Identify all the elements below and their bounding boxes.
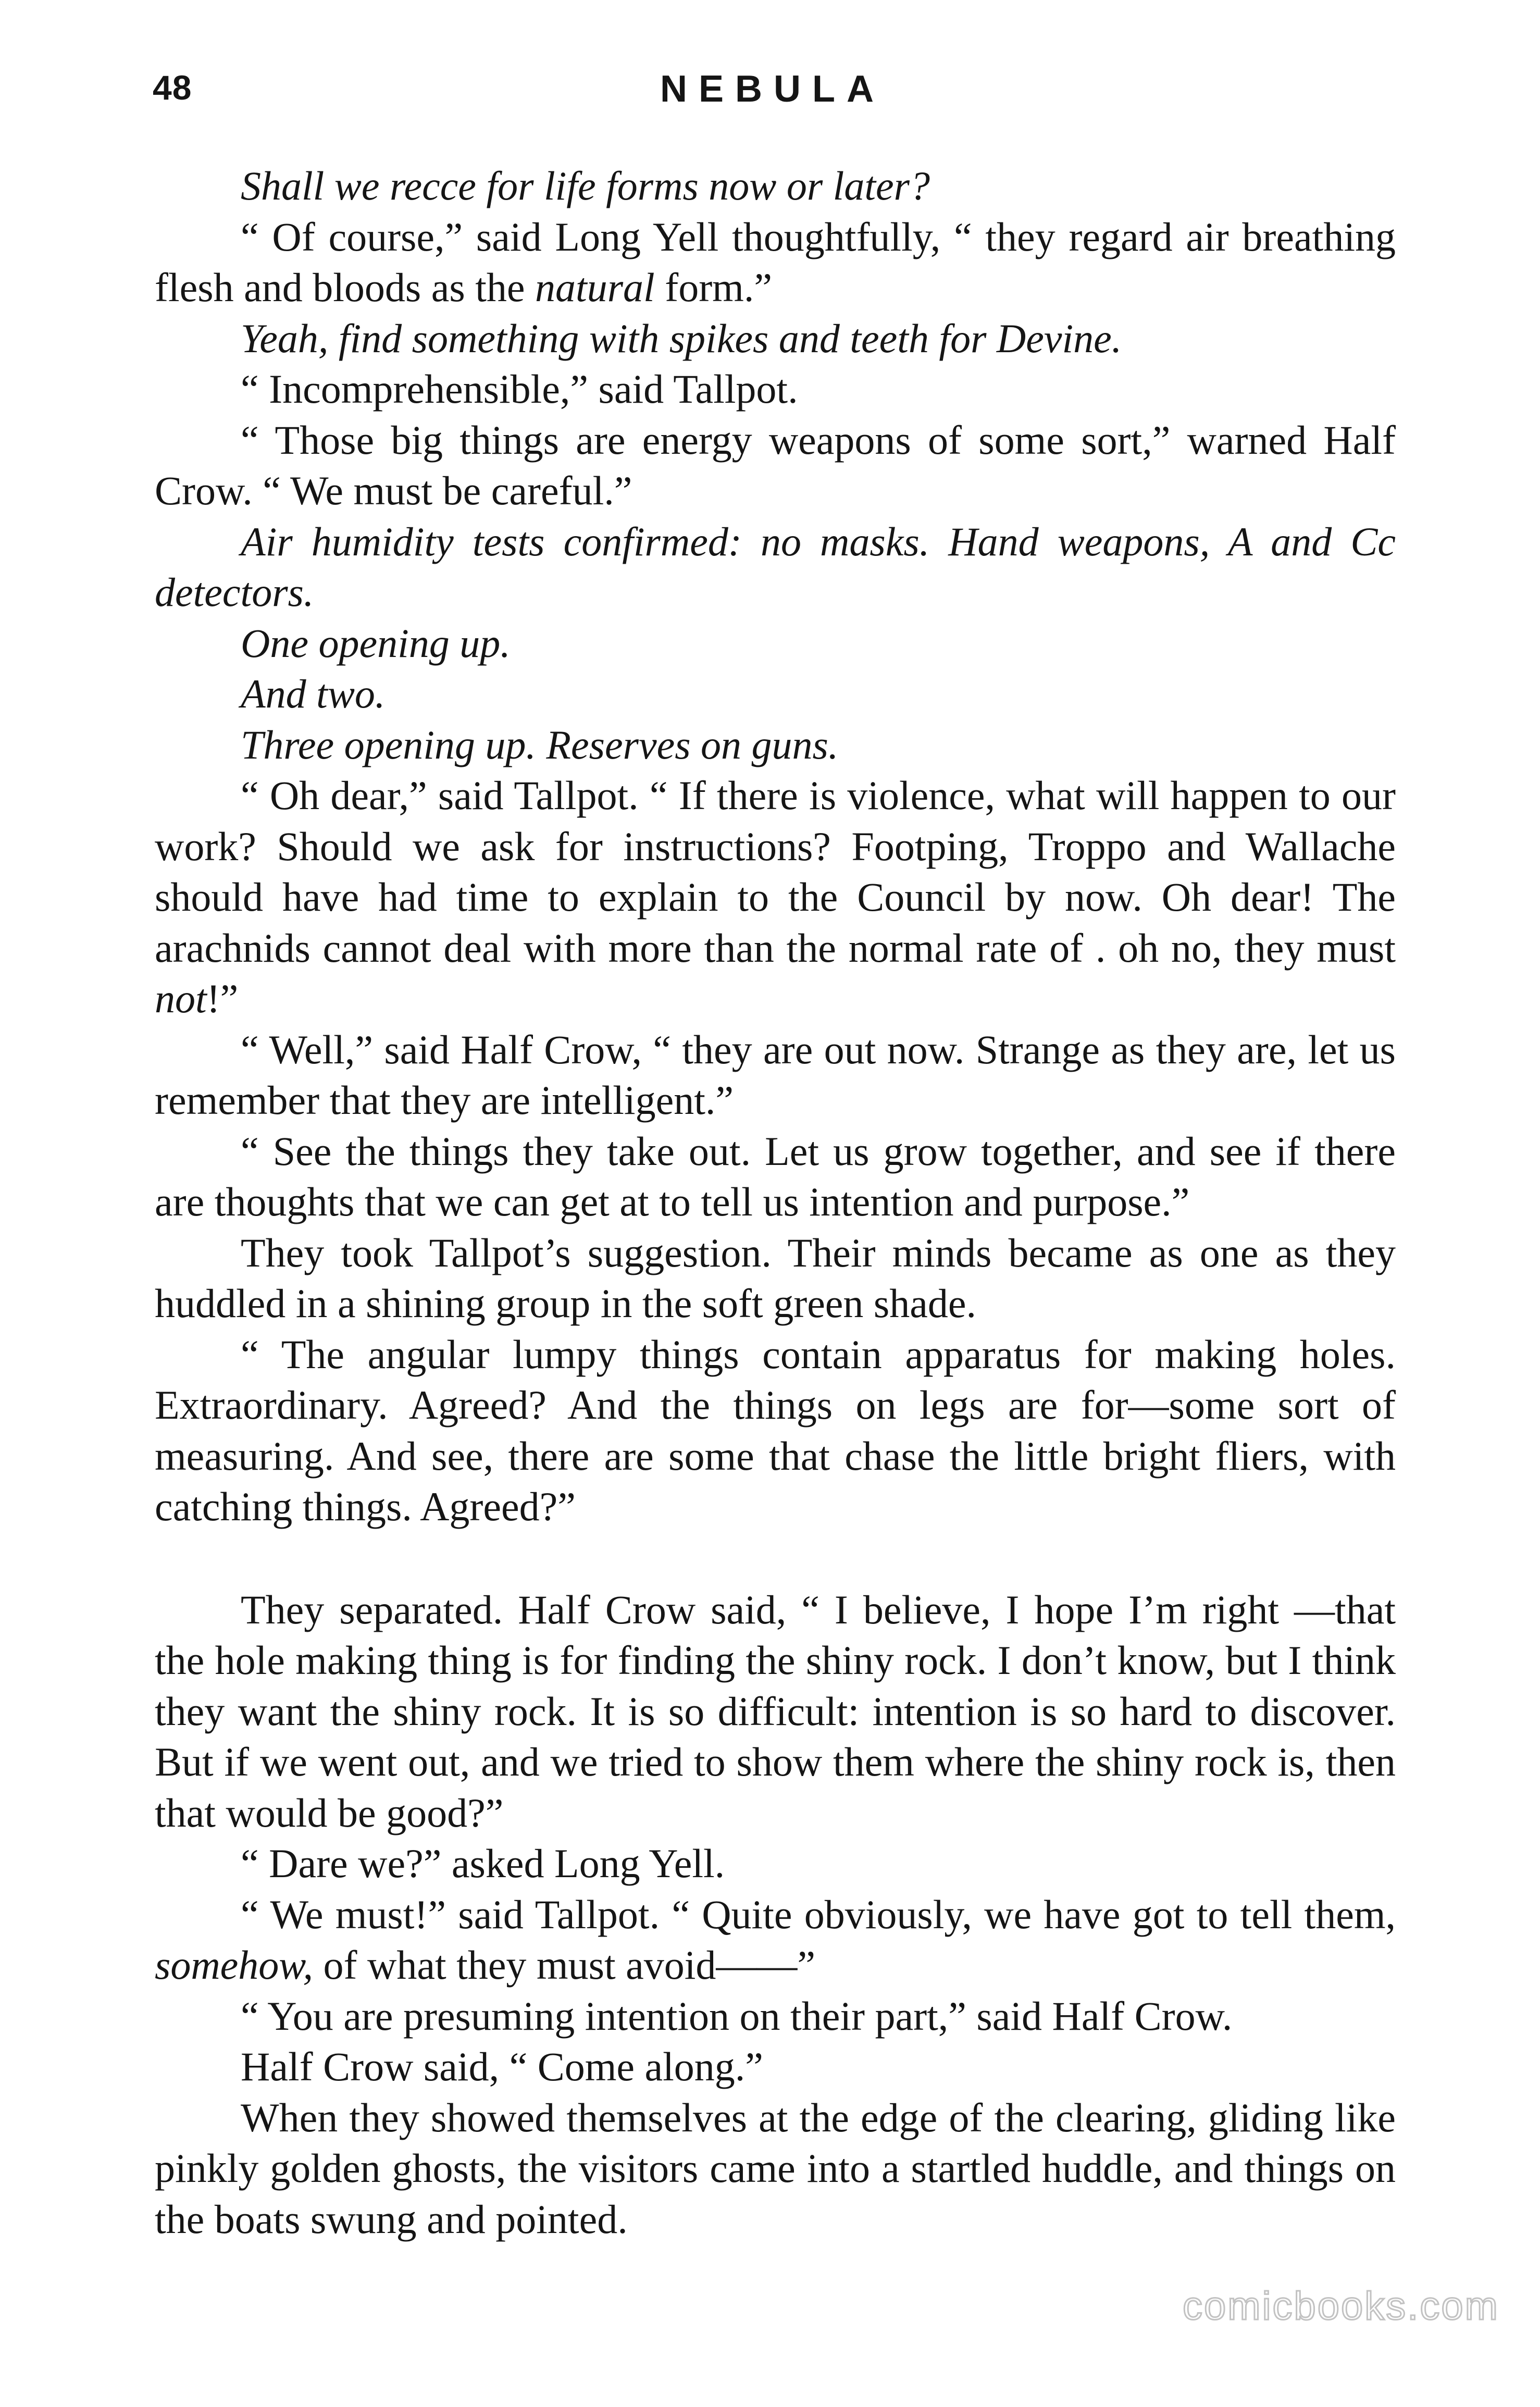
paragraph-text: “ Of course,” said Long Yell thoughtfully, “ they regard air breathing flesh and bloods as the xyxy=(155,214,1396,310)
paragraph-text: “ We must!” said Tallpot. “ Quite obviously, we have got to tell them, xyxy=(241,1891,1396,1937)
paragraph: Half Crow said, “ Come along.” xyxy=(241,2044,763,2089)
paragraph: They took Tallpot’s suggestion. Their minds became as one as they huddled in a shining group in the soft green shade. xyxy=(155,1230,1396,1326)
emphasis: natural xyxy=(535,265,655,310)
paragraph xyxy=(155,212,1396,313)
paragraph: Three opening up. Reserves on guns. xyxy=(241,722,839,767)
emphasis: not xyxy=(155,976,207,1021)
paragraph: One opening up. xyxy=(241,620,511,666)
paragraph: “ Well,” said Half Crow, “ they are out now. Strange as they are, let us remember that they are intelligent.” xyxy=(155,1026,1396,1123)
emphasis: somehow, xyxy=(155,1942,314,1988)
paragraph: “ Dare we?” asked Long Yell. xyxy=(241,1841,725,1886)
paragraph: And two. xyxy=(241,671,386,716)
paragraph: When they showed themselves at the edge of the clearing, gliding like pinkly golden ghosts, the visitors came into a startled huddle, and things on the boats swung and pointed. xyxy=(155,2094,1396,2242)
paragraph: “ You are presuming intention on their part,” said Half Crow. xyxy=(241,1993,1233,2039)
page-number: 48 xyxy=(153,68,192,107)
running-title: NEBULA xyxy=(660,68,885,110)
paragraph-text: !” xyxy=(206,976,239,1021)
paragraph: “ See the things they take out. Let us grow together, and see if there are thoughts that we can get at to tell us intention and purpose.” xyxy=(155,1128,1396,1224)
page-header xyxy=(153,68,1393,120)
watermark: comicbooks.com xyxy=(1183,2284,1499,2328)
paragraph-text: of what they must avoid——” xyxy=(313,1942,816,1988)
paragraph: They separated. Half Crow said, “ I believe, I hope I’m right —that the hole making thing is for finding the shiny rock. I don’t know, but I think they want the shiny rock. It is so difficult: intention is so hard to discover. But if we went out, and we tried to show them where the shiny rock is, then that would be good?” xyxy=(155,1586,1396,1835)
body-text xyxy=(155,160,1396,2244)
paragraph: Shall we recce for life forms now or later? xyxy=(241,163,930,208)
paragraph xyxy=(155,770,1396,1024)
paragraph: “ The angular lumpy things contain apparatus for making holes. Extraordinary. Agreed? And the things on legs are for—some sort of measuring. And see, there are some that chase the little bright fliers, with catching things. Agreed?” xyxy=(155,1331,1396,1529)
paragraph-text: “ Oh dear,” said Tallpot. “ If there is violence, what will happen to our work? Should we ask for instructions? Footping, Troppo and Wallache should have had time to explain to the Council by now. Oh dear! The arachnids cannot deal with more than the normal rate of . oh no, they must xyxy=(155,773,1396,971)
paragraph-text: form.” xyxy=(654,265,772,310)
paragraph: Air humidity tests confirmed: no masks. Hand weapons, A and Cc detectors. xyxy=(155,518,1396,615)
paragraph: “ Those big things are energy weapons of some sort,” warned Half Crow. “ We must be careful.” xyxy=(155,417,1396,513)
paragraph: Yeah, find something with spikes and teeth for Devine. xyxy=(241,315,1122,361)
paragraph: “ Incomprehensible,” said Tallpot. xyxy=(241,366,798,412)
paragraph xyxy=(155,1889,1396,1991)
